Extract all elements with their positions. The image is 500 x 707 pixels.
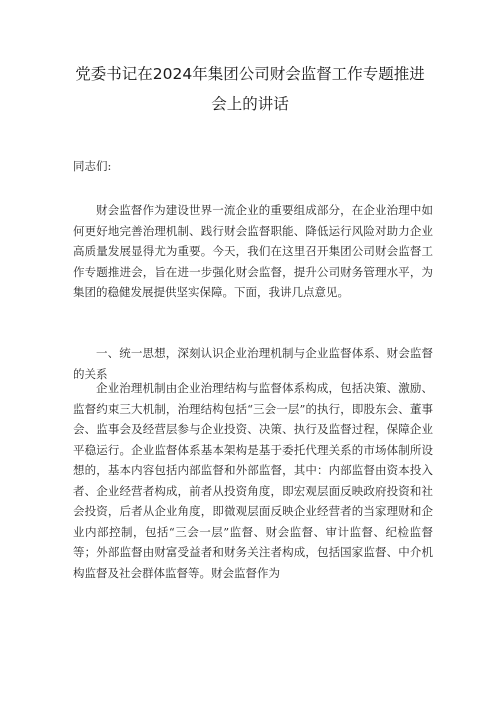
- document-title-line-2: 会上的讲话: [211, 95, 289, 113]
- paragraph-intro: 财会监督作为建设世界一流企业的重要组成部分，在企业治理中如何更好地完善治理机制、践行财会监督职能、降低运行风险对助力企业高质量发展显得尤为重要。今天，我们在这里召开集团公司财会监督工作专题推进会，旨在进一步强化财会监督，提升公司财务管理水平，为集团的稳健发展提供坚实保障。下面，我讲几点意见。: [73, 203, 433, 299]
- section-heading-1: 一、统一思想，深刻认识企业治理机制与企业监督体系、财会监督的关系: [73, 346, 433, 381]
- salutation: 同志们:: [73, 159, 112, 173]
- document-title-line-1: 党委书记在2024年集团公司财会监督工作专题推进: [75, 65, 425, 83]
- paragraph-governance: 企业治理机制由企业治理结构与监督体系构成，包括决策、激励、监督约束三大机制，治理结构包括“三会一层”的执行，即股东会、董事会、监事会及经营层参与企业投资、决策、执行及监督过程，保障企业平稳运行。企业监督体系基本架构是基于委托代理关系的市场体制所设想的，基本内容包括内部监督和外部监督，其中：内部监督由资本投入者、企业经营者构成，前者从投资角度，即宏观层面反映政府投资和社会投资，后者从企业角度，即微观层面反映企业经营者的当家理财和企业内部控制，包括“三会一层”监督、财会监督、审计监督、纪检监督等；外部监督由财富受益者和财务关注者构成，包括国家监督、中介机构监督及社会群体监督等。财会监督作为: [73, 381, 433, 580]
